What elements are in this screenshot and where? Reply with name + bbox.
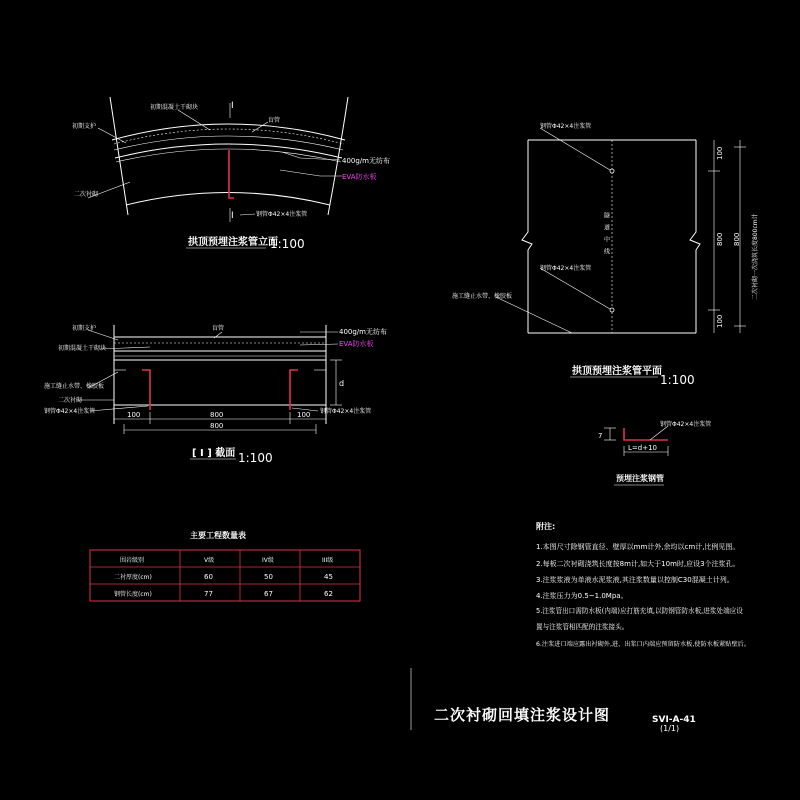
elev-label-membrane: EVA防水板 <box>342 173 377 181</box>
sec-label-pipe-right: 钢管Φ42×4注浆管 <box>320 408 372 415</box>
drawing-number: SVI-A-41 <box>652 715 696 725</box>
elevation-scale: 1:100 <box>270 237 305 251</box>
elevation-lining-bottom-arc <box>126 193 330 206</box>
pipe-detail-bend: 7 <box>598 432 603 440</box>
elev-label-waterproof: 盲管 <box>268 117 281 124</box>
table-header-cell: 围岩级别 <box>120 557 145 564</box>
elev-label-primary: 初期支护 <box>72 123 97 130</box>
plan-pipe-bottom <box>610 308 614 312</box>
plan-dim-middle: 800 <box>716 232 724 246</box>
plan-label-side: 二次衬砌一次浇筑长度800cm计 <box>752 213 759 300</box>
plan-view <box>452 122 759 387</box>
pipe-detail-length: L=d+10 <box>628 444 657 452</box>
note-item: 置与注浆管相匹配的注浆接头。 <box>536 623 629 631</box>
table-cell: 67 <box>264 590 273 598</box>
table-header-cell: V级 <box>204 557 215 564</box>
elev-label-geotextile: 400g/m无纺布 <box>342 157 390 165</box>
section-thickness-label: d <box>339 379 345 388</box>
note-item: 6.注浆进口端应露出衬砌外,进、出浆口内端应预留防水板,使防水板紧贴壁后。 <box>536 641 751 648</box>
section-dim-left: 100 <box>127 411 141 419</box>
pipe-detail-shape <box>624 428 668 440</box>
table-cell: 77 <box>204 590 213 598</box>
plan-pipe-top <box>610 169 614 173</box>
elevation-view <box>72 97 390 251</box>
plan-dim-bottom: 100 <box>716 314 724 328</box>
pipe-detail-title: 预埋注浆钢管 <box>616 474 664 483</box>
table-cell: 钢管长度(cm) <box>114 591 152 598</box>
section-dim-right: 100 <box>297 411 311 419</box>
section-mark-top: I <box>231 101 234 111</box>
table-header-row <box>120 556 333 564</box>
section-mark-bottom: I <box>231 211 234 221</box>
section-view <box>44 324 387 465</box>
elev-label-pipe: 钢管Φ42×4注浆管 <box>256 211 308 218</box>
plan-title: 拱顶预埋注浆管平面 <box>572 366 662 377</box>
plan-label-joint: 施工缝止水带、橡胶板 <box>452 293 513 300</box>
sec-label-primary: 初期支护 <box>72 325 97 332</box>
sec-label-waterproof: 盲管 <box>212 325 225 332</box>
sec-label-membrane: EVA防水板 <box>339 340 374 348</box>
elevation-grout-arc <box>114 136 343 150</box>
section-dim-total: 800 <box>210 422 224 430</box>
note-item: 2.每板二次衬砌浇筑长度按8m计,如大于10m时,应设3个注浆孔。 <box>536 560 740 568</box>
quantity-table <box>90 530 360 601</box>
section-dim-middle: 800 <box>210 411 224 419</box>
plan-dim-top: 100 <box>716 146 724 160</box>
note-item: 3.注浆浆液为单液水泥浆液,其注浆数量以控制C30混凝土计列。 <box>536 576 734 584</box>
note-item: 4.注浆压力为0.5~1.0Mpa。 <box>536 592 628 600</box>
section-scale: 1:100 <box>238 451 273 465</box>
table-cell: 60 <box>204 573 213 581</box>
plan-label-pipe-top: 钢管Φ42×4注浆管 <box>540 123 592 130</box>
table-header-cell: IV级 <box>262 557 274 564</box>
table-cell: 45 <box>324 573 333 581</box>
elevation-right-wall <box>328 97 348 215</box>
table-cell: 50 <box>264 573 273 581</box>
pipe-detail-label: 钢管Φ42×4注浆管 <box>660 421 712 428</box>
elev-label-fill: 初期混凝土干砌块 <box>150 104 199 111</box>
table-cell: 二衬厚度(cm) <box>114 574 152 581</box>
note-item: 5.注浆管出口需防水板(内端)应打筋充填,以防钢管防水板,进浆处端应设 <box>536 607 743 615</box>
sec-label-geotextile: 400g/m无纺布 <box>339 328 387 336</box>
note-item: 1.本图尺寸除钢管直径、壁厚以mm计外,余均以cm计,比例见图。 <box>536 543 740 551</box>
plan-dim-total: 800 <box>733 232 741 246</box>
sec-label-fill: 初期混凝土干砌块 <box>58 345 107 352</box>
plan-scale: 1:100 <box>660 373 695 387</box>
elevation-primary-arc <box>112 124 345 140</box>
elev-label-lining: 二次衬砌 <box>74 191 99 198</box>
sec-label-lining: 二次衬砌 <box>58 397 83 404</box>
section-pipe-left <box>142 370 150 410</box>
drawing-sheet: (1/1) <box>660 724 680 733</box>
table-cell: 62 <box>324 590 333 598</box>
title-block <box>411 668 696 733</box>
notes <box>536 521 750 648</box>
elevation-title: 拱顶预埋注浆管立面 <box>188 237 278 248</box>
drawing-title: 二次衬砌回填注浆设计图 <box>434 706 611 724</box>
plan-right-edge <box>690 140 700 333</box>
table-title: 主要工程数量表 <box>190 531 246 540</box>
section-pipe-right <box>290 370 298 410</box>
plan-left-edge <box>522 140 532 333</box>
section-title: [ I ] 截面 <box>192 448 236 459</box>
plan-label-pipe-bottom: 钢管Φ42×4注浆管 <box>540 265 592 272</box>
plan-label-center: 隧道中线 <box>602 212 610 260</box>
elevation-grout-pipe <box>229 150 234 198</box>
table-header-cell: III级 <box>322 557 334 564</box>
notes-heading: 附注: <box>536 522 556 531</box>
sec-label-pipe-left: 钢管Φ42×4注浆管 <box>44 408 96 415</box>
pipe-detail <box>598 420 711 485</box>
sec-label-stop-plate: 施工缝止水带、橡胶板 <box>44 383 105 390</box>
